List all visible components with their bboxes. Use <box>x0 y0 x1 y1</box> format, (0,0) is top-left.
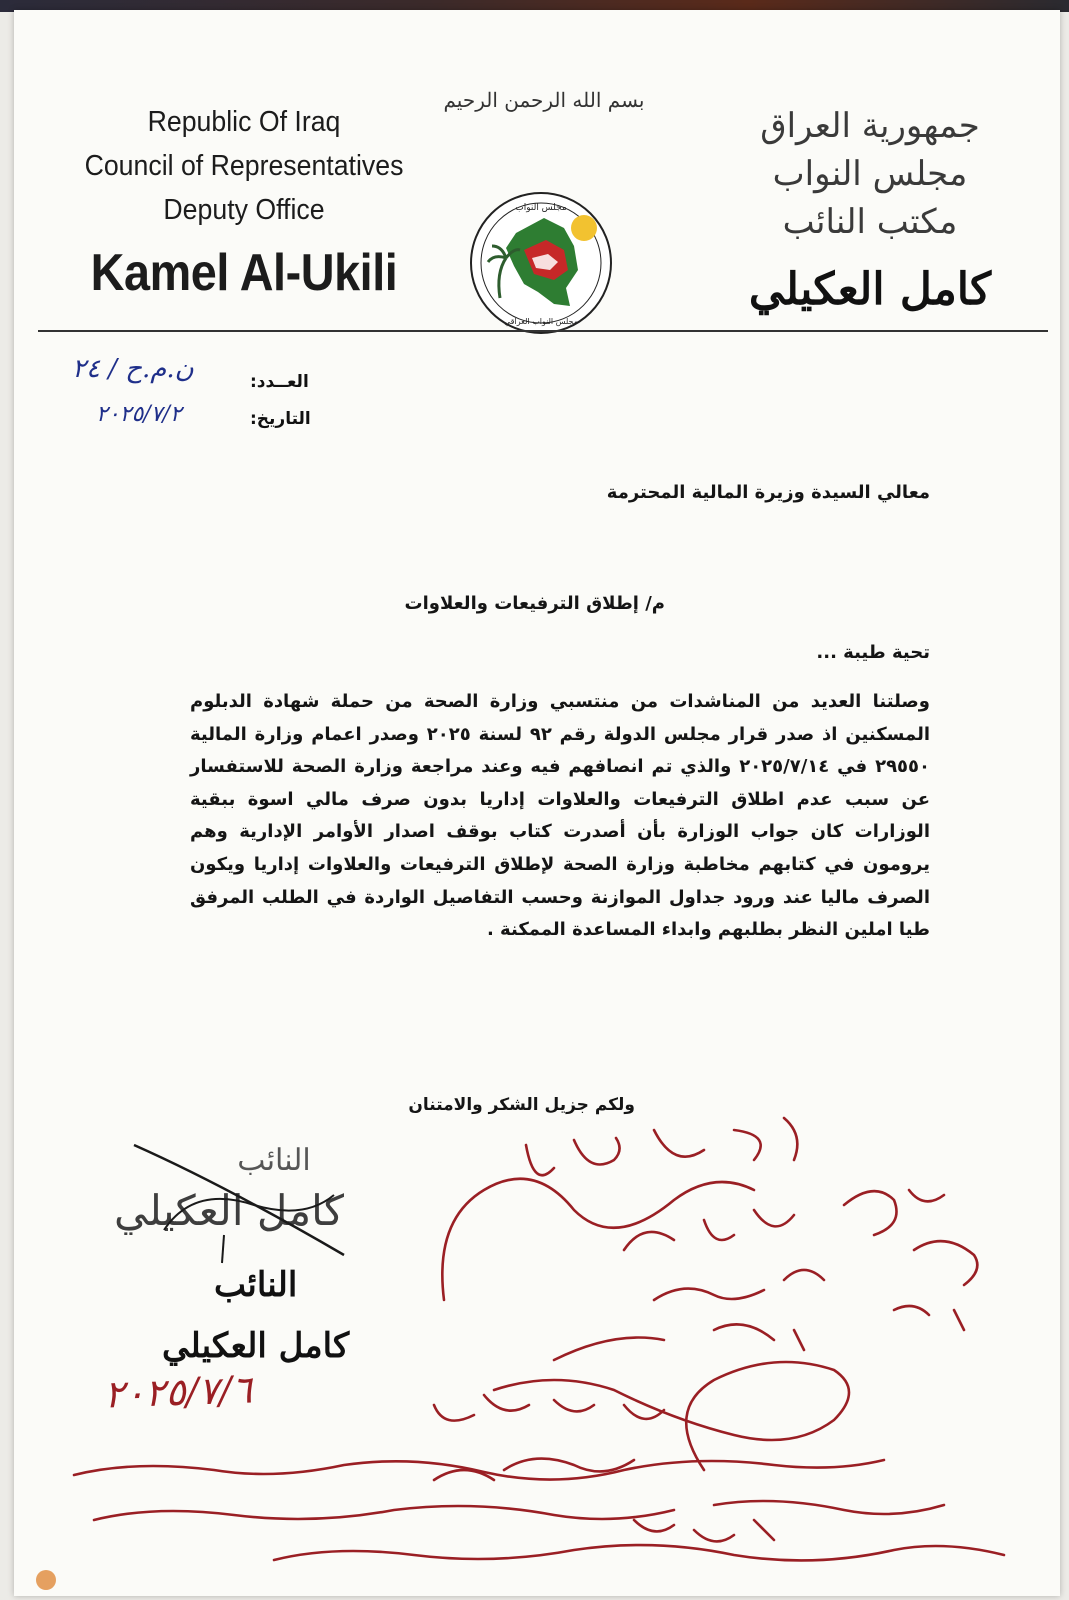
basmala-calligraphy: بسم الله الرحمن الرحيم <box>443 88 645 112</box>
ref-date-label: التاريخ: <box>250 409 311 429</box>
annotation-line-1 <box>526 1118 797 1175</box>
annotation-line-4 <box>494 1362 849 1470</box>
letterhead-name-en: Kamel Al-Ukili <box>90 244 398 302</box>
letterhead-name-ar: كامل العكيلي <box>748 264 992 315</box>
ref-number-value: ن.م.ح / ٢٤ <box>72 354 194 384</box>
letter-addressee: معالي السيدة وزيرة المالية المحترمة <box>606 482 930 503</box>
stamp-name: كامل العكيلي <box>114 1186 344 1235</box>
sun-icon <box>571 215 597 241</box>
signature-title: النائب <box>214 1265 298 1305</box>
header-divider <box>38 330 1048 332</box>
annotation-line-7 <box>94 1501 944 1520</box>
annotation-line-5 <box>434 1459 634 1480</box>
letterhead-office-en: Deputy Office <box>163 194 325 226</box>
signature-name: كامل العكيلي <box>162 1326 350 1366</box>
watermark-icon <box>36 1570 56 1590</box>
logo-text-top: مجلس النواب <box>515 203 567 213</box>
signature-stamp <box>104 1125 364 1265</box>
letterhead-council-ar: مجلس النواب <box>772 154 968 194</box>
ref-number-label: العــدد: <box>250 372 309 392</box>
annotation-line-6 <box>74 1460 884 1480</box>
letterhead-office-ar: مكتب النائب <box>782 202 958 242</box>
letterhead-council-en: Council of Representatives <box>84 150 404 182</box>
annotation-line-2 <box>442 1179 754 1300</box>
letterhead-country-ar: جمهورية العراق <box>760 106 980 146</box>
parliament-logo <box>466 188 616 338</box>
letter-subject: م/ إطلاق الترفيعات والعلاوات <box>404 593 665 614</box>
handwritten-date: ٢٠٢٥/٧/٦ <box>103 1367 253 1417</box>
letter-body-paragraph: وصلتنا العديد من المناشدات من منتسبي وزارة الصحة من حملة شهادة الدبلوم المسكنين اذ صدر قرار مجلس الدولة رقم ٩٢ لسنة ٢٠٢٥ وصدر اعمام وزارة المالية ٢٩٥٥٠ في ٢٠٢٥/٧/١٤ والذي تم انصافهم فيه وعند مراجعة وزارة الصحة للاستفسار عن سبب عدم اطلاق الترفيعات والعلاوات إداريا بدون صرف مالي اسوة ببقية الوزارات كان جواب الوزارة بأن أصدرت كتاب بوقف اصدار الأوامر الإدارية وهم يرومون في كتابهم مخاطبة وزارة الصحة لإطلاق الترفيعات والعلاوات إداريا ويكون الصرف ماليا عند ورود جداول الموازنة وحسب التفاصيل الواردة في الطلب المرفق طيا املين النظر بطلبهم وابداء المساعدة الممكنة . <box>190 691 931 941</box>
letter-page <box>14 10 1060 1596</box>
stamp-title: النائب <box>237 1143 311 1178</box>
annotation-line-8 <box>274 1545 1004 1560</box>
letterhead-arabic <box>720 102 1020 326</box>
annotation-line-3 <box>654 1270 824 1300</box>
annotation-side-note <box>844 1190 977 1330</box>
letter-closing: ولكم جزيل الشكر والامتنان <box>408 1095 635 1115</box>
letter-greeting: تحية طيبة ... <box>816 642 930 663</box>
ref-date-value: ٢٠٢٥/٧/٢ <box>96 402 182 427</box>
letterhead-country-en: Republic Of Iraq <box>147 106 341 138</box>
letterhead-english <box>54 100 434 308</box>
logo-text-bottom: مجلس النواب العراقي <box>504 317 578 326</box>
